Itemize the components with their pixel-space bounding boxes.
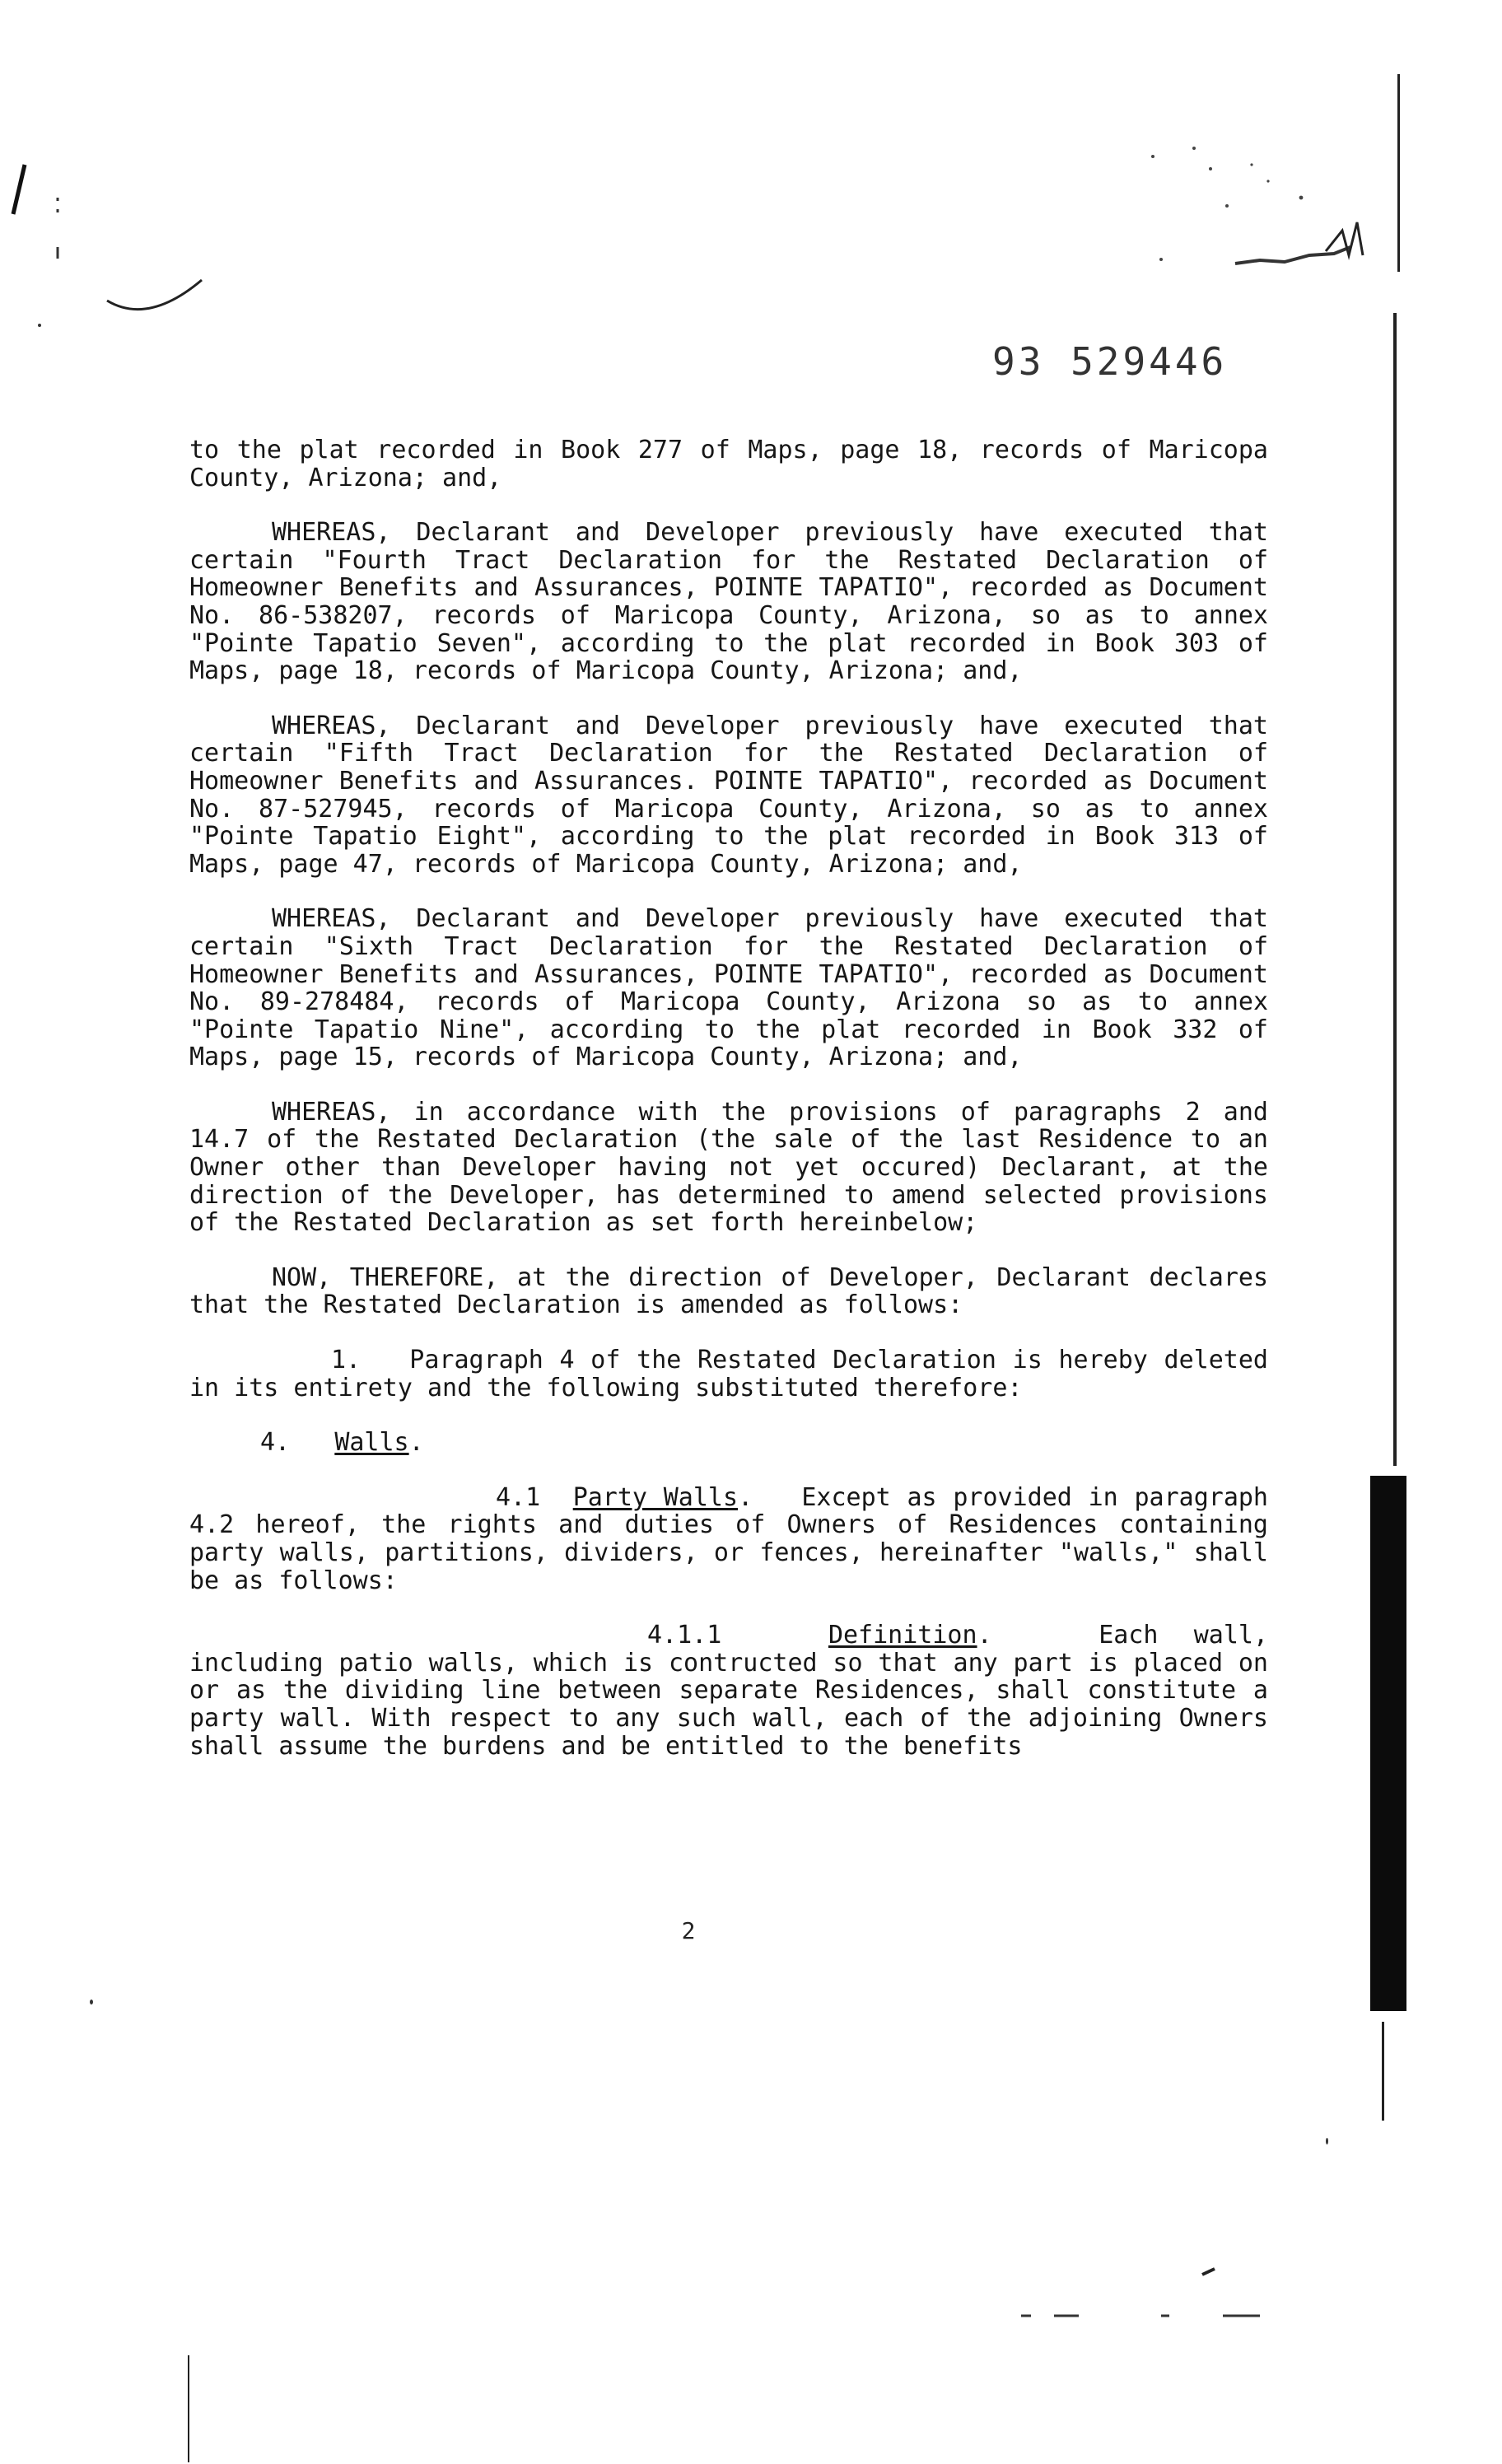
- section-4-1: [189, 1484, 1268, 1594]
- section-title: Definition: [828, 1621, 977, 1650]
- margin-mark: [0, 148, 231, 346]
- paragraph: WHEREAS, Declarant and Developer previously have executed that certain "Fifth Tract Declaration for the Restated Declaration of Homeowner Benefits and Assurances. POINTE TAPATIO", recorded as Document No. 87-527945, records of Maricopa County, Arizona, so as to annex "Pointe Tapatio Eight", according to the plat recorded in Book 313 of Maps, page 47, records of Maricopa County, Arizona; and,: [189, 711, 1268, 879]
- scan-speck: [1326, 2138, 1328, 2144]
- recording-number: 93 529446: [992, 339, 1228, 384]
- section-number: 4.: [260, 1428, 291, 1458]
- section-4-heading: [189, 1429, 1268, 1457]
- paragraph: WHEREAS, in accordance with the provisions of paragraphs 2 and 14.7 of the Restated Declaration (the sale of the last Residence to an Owner other than Developer having not yet occured) Declarant, at the direction of the Developer, has determined to amend selected provisions of the Restated Declaration as set forth hereinbelow;: [189, 1097, 1268, 1238]
- scan-black-bar: [1370, 1476, 1406, 2011]
- section-title: Walls: [334, 1428, 409, 1458]
- section-number: 4.1: [496, 1482, 541, 1512]
- section-text: Each wall, including patio walls, which is contructed so that any part is placed on or as the dividing line between separate Residences, shall constitute a party wall. With respect to any such wall, each of the adjoining Owners shall assume the burdens and be entitled to the benefits: [189, 1621, 1269, 1761]
- scan-noise-bottom-right: [1013, 2256, 1342, 2322]
- document-body: [189, 436, 1268, 1787]
- section-title-suffix: .: [977, 1621, 992, 1650]
- item-text: Paragraph 4 of the Restated Declaration is hereby deleted in its entirety and the following substituted therefore:: [189, 1346, 1268, 1402]
- paragraph: NOW, THEREFORE, at the direction of Developer, Declarant declares that the Restated Declaration is amended as follows:: [189, 1262, 1268, 1320]
- scan-speck: [90, 2000, 93, 2004]
- paragraph: to the plat recorded in Book 277 of Maps, page 18, records of Maricopa County, Arizona; and,: [189, 436, 1268, 492]
- paragraph: WHEREAS, Declarant and Developer previously have executed that certain "Fourth Tract Declaration for the Restated Declaration of Homeowner Benefits and Assurances, POINTE TAPATIO", recorded as Document No. 86-538207, records of Maricopa County, Arizona, so as to annex "Pointe Tapatio Seven", according to the plat recorded in Book 303 of Maps, page 18, records of Maricopa County, Arizona; and,: [189, 518, 1268, 686]
- item-number: 1.: [331, 1346, 362, 1375]
- section-text: Except as provided in paragraph 4.2 hereof, the rights and duties of Owners of Residences containing party walls, partitions, dividers, or fences, hereinafter "walls," shall be as follows:: [189, 1482, 1268, 1595]
- scan-edge-line: [188, 2355, 189, 2462]
- section-title: Party Walls: [572, 1482, 739, 1512]
- scan-speck: [38, 324, 41, 327]
- page-number: 2: [681, 1917, 696, 1944]
- section-4-1-1: [189, 1622, 1268, 1760]
- section-title-suffix: .: [738, 1482, 753, 1512]
- scan-edge-line: [1393, 313, 1397, 1466]
- amendment-item-1: [189, 1346, 1268, 1402]
- section-number: 4.1.1: [647, 1621, 722, 1650]
- scan-edge-line: [1397, 74, 1400, 272]
- scan-noise-top-right: [1136, 132, 1408, 280]
- scan-edge-line: [1382, 2022, 1384, 2121]
- paragraph: WHEREAS, Declarant and Developer previously have executed that certain "Sixth Tract Declaration for the Restated Declaration of Homeowner Benefits and Assurances, POINTE TAPATIO", recorded as Document No. 89-278484, records of Maricopa County, Arizona so as to annex "Pointe Tapatio Nine", according to the plat recorded in Book 332 of Maps, page 15, records of Maricopa County, Arizona; and,: [189, 904, 1268, 1072]
- section-title-suffix: .: [408, 1428, 424, 1458]
